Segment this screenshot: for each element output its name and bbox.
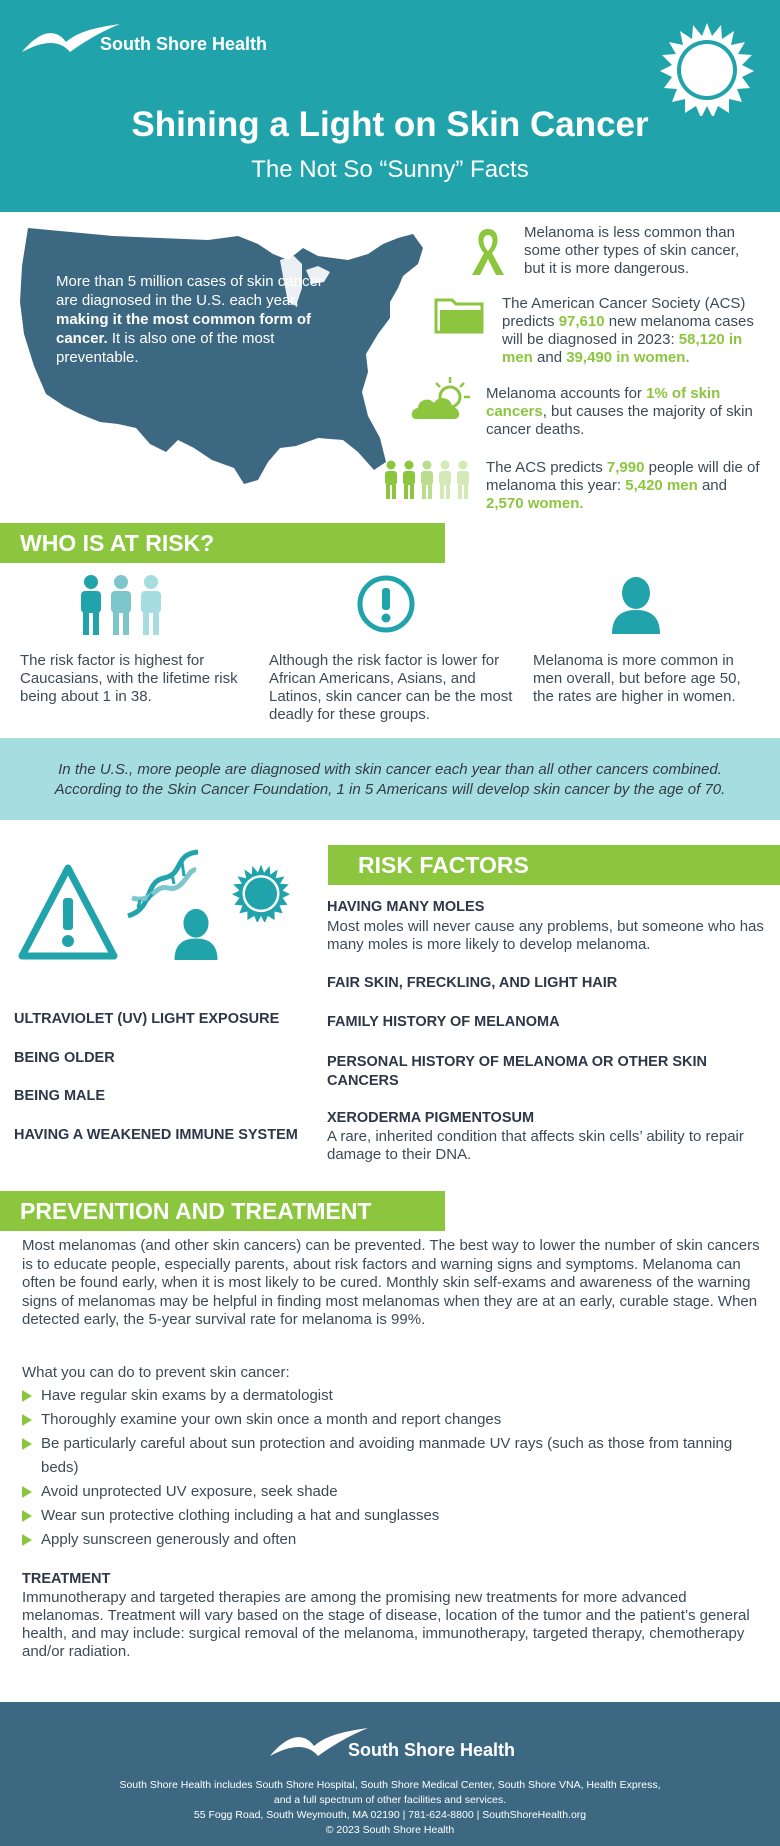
- fact2-f: 39,490 in women.: [566, 349, 690, 366]
- footer-line-1: South Shore Health includes South Shore Hospital, South Shore Medical Center, South Shore VNA, Health Express,: [119, 1779, 661, 1791]
- tip-text: Thoroughly examine your own skin once a month and report changes: [41, 1411, 502, 1428]
- rf-moles-head: HAVING MANY MOLES: [327, 899, 485, 915]
- prevention-tip: [22, 1504, 762, 1528]
- fact3-b: 1% of skin cancers: [486, 385, 721, 420]
- map-fact-part1: More than 5 million cases of skin cancer are diagnosed in the U.S. each year,: [56, 273, 323, 309]
- fact2-c: new melanoma cases will be diagnosed in 2023:: [502, 313, 754, 348]
- fact2-e: and: [532, 349, 567, 366]
- fact3-a: Melanoma accounts for: [486, 385, 647, 402]
- statistic-callout-band: [0, 738, 780, 820]
- risk-col-1: The risk factor is highest for Caucasians, with the lifetime risk being about 1 in 38.: [20, 652, 238, 705]
- fact2-d: 58,120 in men: [502, 331, 743, 366]
- prevention-tip: [22, 1384, 762, 1408]
- brand-name: South Shore Health: [100, 34, 268, 54]
- rf-immune: HAVING A WEAKENED IMMUNE SYSTEM: [14, 1127, 298, 1143]
- sun-small-icon: [232, 864, 290, 922]
- three-people-icon: [75, 574, 171, 636]
- prevention-tip: [22, 1432, 762, 1480]
- footer-brand-name: South Shore Health: [348, 1740, 516, 1760]
- triangle-bullet-icon: [22, 1534, 32, 1546]
- prevention-paragraph: Most melanomas (and other skin cancers) can be prevented. The best way to lower the number of skin cancers is to educate people, especially parents, about risk factors and warning signs and symptoms. Melanoma can often be found early, when it is most likely to be cured. Monthly skin self-exams and awareness of the warning signs of melanomas may be helpful in finding most melanomas when they are at an early, curable stage. When detected early, the 5-year survival rate for melanoma is 99%.: [22, 1237, 760, 1328]
- tip-text: Apply sunscreen generously and often: [41, 1531, 297, 1548]
- rf-male: BEING MALE: [14, 1088, 106, 1104]
- callout-line-1: In the U.S., more people are diagnosed with skin cancer each year than all other cancers combined.: [58, 761, 722, 778]
- fact4-e: and: [697, 477, 727, 494]
- triangle-bullet-icon: [22, 1438, 32, 1450]
- callout-line-2: According to the Skin Cancer Foundation, 1 in 5 Americans will develop skin cancer by the age of 70.: [54, 781, 726, 798]
- prevention-tip: [22, 1480, 762, 1504]
- footer-address: 55 Fogg Road, South Weymouth, MA 02190 | 781-624-8800 | SouthShoreHealth.org: [193, 1809, 587, 1821]
- page-title: Shining a Light on Skin Cancer: [131, 105, 649, 144]
- treatment-text: Immunotherapy and targeted therapies are among the promising new treatments for more advanced melanomas. Treatment will vary based on the stage of disease, location of the tumor and the patient’s general health, and may include: surgical removal of the melanoma, immunotherapy, targeted therapy, chemotherapy and/or radiation.: [22, 1589, 750, 1660]
- fact-deaths: [486, 459, 766, 513]
- header-banner: [0, 0, 780, 212]
- tip-text: Have regular skin exams by a dermatologist: [41, 1387, 333, 1404]
- fact2-a: The American Cancer Society (ACS) predicts: [502, 295, 746, 330]
- people-group-icon: [382, 460, 474, 500]
- prevention-heading: PREVENTION AND TREATMENT: [0, 1191, 445, 1231]
- footer-logo[interactable]: [270, 1726, 530, 1766]
- folder-icon: [434, 294, 486, 336]
- risk-factors-heading: RISK FACTORS: [328, 845, 780, 885]
- map-fact-bold: making it the most common form of cancer.: [56, 311, 312, 347]
- exclamation-circle-icon: [356, 574, 416, 634]
- tip-text: Avoid unprotected UV exposure, seek shade: [41, 1483, 338, 1500]
- prevention-tip: [22, 1408, 762, 1432]
- rf-fair-skin: FAIR SKIN, FRECKLING, AND LIGHT HAIR: [327, 975, 618, 991]
- fact3-c: , but causes the majority of skin cancer deaths.: [486, 403, 753, 438]
- fact-percentage: [486, 385, 766, 439]
- risk-col-2: Although the risk factor is lower for African Americans, Asians, and Latinos, skin cancer can be the most deadly for these groups.: [269, 652, 513, 723]
- treatment-heading: TREATMENT: [22, 1571, 111, 1587]
- rf-family-history: FAMILY HISTORY OF MELANOMA: [327, 1014, 560, 1030]
- warning-triangle-icon: [18, 862, 118, 962]
- rf-xp-desc: A rare, inherited condition that affects skin cells’ ability to repair damage to their DNA.: [327, 1128, 744, 1163]
- triangle-bullet-icon: [22, 1486, 32, 1498]
- risk-col-3: Melanoma is more common in men overall, but before age 50, the rates are higher in women.: [533, 652, 741, 705]
- fact-melanoma-danger: Melanoma is less common than some other types of skin cancer, but it is more dangerous.: [524, 224, 740, 277]
- rf-xp-head: XERODERMA PIGMENTOSUM: [327, 1110, 535, 1126]
- fact2-b: 97,610: [558, 313, 605, 330]
- fact4-a: The ACS predicts: [486, 459, 607, 476]
- fact4-f: 2,570 women.: [486, 495, 584, 512]
- footer-copyright: © 2023 South Shore Health: [325, 1824, 455, 1836]
- brand-logo[interactable]: [22, 22, 268, 62]
- tip-text: Be particularly careful about sun protection and avoiding manmade UV rays (such as those from tanning beds): [41, 1435, 733, 1476]
- rf-moles-desc: Most moles will never cause any problems, but someone who has many moles is more likely to develop melanoma.: [327, 918, 764, 953]
- who-at-risk-heading: WHO IS AT RISK?: [0, 523, 445, 563]
- fact-acs-cases: [502, 295, 772, 367]
- fact4-c: people will die of melanoma this year:: [486, 459, 760, 494]
- page-subtitle: The Not So “Sunny” Facts: [251, 156, 529, 183]
- footer: [0, 1702, 780, 1846]
- sun-icon: [660, 22, 754, 116]
- map-fact-text: [56, 272, 334, 367]
- triangle-bullet-icon: [22, 1390, 32, 1402]
- awareness-ribbon-icon: [470, 225, 506, 277]
- fact4-d: 5,420 men: [625, 477, 698, 494]
- rf-personal-history: PERSONAL HISTORY OF MELANOMA OR OTHER SKIN CANCERS: [327, 1054, 707, 1089]
- rf-uv: ULTRAVIOLET (UV) LIGHT EXPOSURE: [14, 1011, 280, 1027]
- sun-cloud-icon: [410, 375, 474, 421]
- rf-older: BEING OLDER: [14, 1050, 115, 1066]
- person-small-icon: [172, 908, 220, 960]
- tip-text: Wear sun protective clothing including a hat and sunglasses: [41, 1507, 440, 1524]
- prevention-tip: [22, 1528, 762, 1552]
- triangle-bullet-icon: [22, 1414, 32, 1426]
- fact4-b: 7,990: [606, 459, 645, 476]
- footer-line-2: and a full spectrum of other facilities and services.: [273, 1794, 507, 1806]
- map-fact-part2: It is also one of the most preventable.: [56, 330, 275, 366]
- person-bust-icon: [610, 576, 662, 634]
- triangle-bullet-icon: [22, 1510, 32, 1522]
- prevention-intro: What you can do to prevent skin cancer:: [22, 1364, 290, 1381]
